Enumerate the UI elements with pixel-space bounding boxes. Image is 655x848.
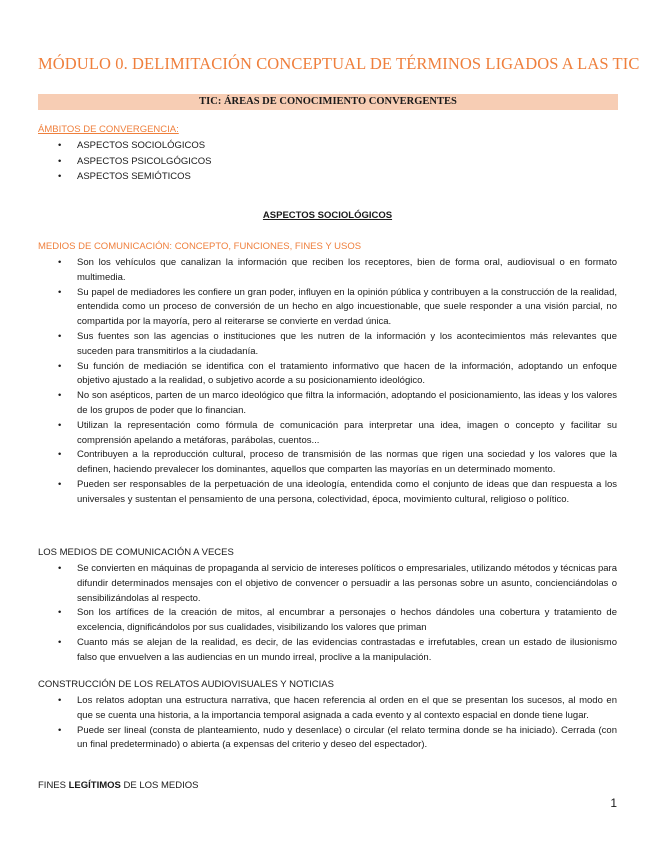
bullet-icon: •: [58, 419, 62, 431]
bullet-icon: •: [58, 257, 62, 268]
bullet-icon: •: [58, 286, 62, 298]
bullet-icon: •: [58, 360, 62, 372]
bullet-icon: •: [58, 390, 62, 402]
list-item: • ASPECTOS SEMIÓTICOS: [0, 169, 211, 185]
bullet-icon: •: [58, 478, 62, 490]
list-item: • Cuanto más se alejan de la realidad, es decir, de las evidencias contrastadas e irrefutables, crean un estado de ilusionismo falso que envuelven a las audiencias en un mundo irreal, proclive a la manipulación.: [58, 636, 617, 663]
list-item: • Sus fuentes son las agencias o instituciones que les nutren de la información y los acontecimientos más relevantes que suceden para transmitirlos a la ciudadanía.: [58, 330, 617, 357]
veces-heading: LOS MEDIOS DE COMUNICACIÓN A VECES: [38, 547, 234, 558]
list-item: • Contribuyen a la reproducción cultural, proceso de transmisión de las normas que rigen una sociedad y los valores que la definen, haciendo prevalecer los dominantes, aquellos que comparten las mayorías en un determinado momento.: [58, 449, 617, 476]
bullet-icon: •: [58, 449, 62, 461]
module-title: MÓDULO 0. DELIMITACIÓN CONCEPTUAL DE TÉRMINOS LIGADOS A LAS TIC: [38, 54, 640, 73]
list-item: • Su papel de mediadores les confiere un gran poder, influyen en la opinión pública y contribuyen a la construcción de la realidad, entendida como un proceso de conversión de un hecho en algo incuestionable, que suele responder a una visión parcial, no compartida por la mayoría, pero al reiterarse se convierte en verdad única.: [58, 286, 617, 328]
list-item: • Puede ser lineal (consta de planteamiento, nudo y desenlace) o circular (el relato termina donde se ha iniciado). Cerrada (con un final predeterminado) o abierta (a expensas del criterio y deseo del espectador).: [58, 724, 617, 751]
ambitos-heading: ÁMBITOS DE CONVERGENCIA:: [38, 124, 179, 135]
bullet-icon: •: [58, 140, 62, 151]
list-item: • Son los vehículos que canalizan la información que reciben los receptores, bien de forma oral, audiovisual o en formato multimedia.: [58, 257, 617, 283]
fines-heading: FINES LEGÍTIMOS DE LOS MEDIOS: [38, 780, 199, 791]
section-heading: ASPECTOS SOCIOLÓGICOS: [262, 210, 393, 221]
bullet-icon: •: [58, 695, 62, 706]
page-number: 1: [610, 796, 617, 810]
veces-list: [0, 562, 617, 666]
bullet-icon: •: [58, 563, 62, 574]
bullet-icon: •: [58, 171, 62, 182]
list-item: • Son los artífices de la creación de mitos, al encumbrar a personajes o hechos dándoles una cobertura y tratamiento de excelencia, dignificándolos por sus cualidades, visibilizando los valores que priman: [58, 607, 617, 634]
relatos-heading: CONSTRUCCIÓN DE LOS RELATOS AUDIOVISUALES Y NOTICIAS: [38, 679, 334, 690]
list-item: • Su función de mediación se identifica con el tratamiento informativo que hacen de la información, adoptando un enfoque objetivo ajustado a la realidad, o subjetivo acorde a su posicionamiento ideológico.: [58, 360, 617, 387]
ambitos-list: [0, 138, 211, 185]
list-item: • No son asépticos, parten de un marco ideológico que filtra la información, adoptando el posicionamiento, las ideas y los valores de los grupos de poder que lo financian.: [58, 390, 617, 416]
list-item: • Pueden ser responsables de la perpetuación de una ideología, entendida como el conjunto de ideas que dan respuesta a los universales y sustentan el pensamiento de una persona, colectividad, época, movimiento cultural, religioso o político.: [58, 478, 617, 505]
section-band: [38, 94, 618, 110]
relatos-list: [0, 694, 617, 753]
medios-list: [0, 256, 617, 508]
list-item: • ASPECTOS PSICOLGÓGICOS: [0, 154, 211, 170]
medios-heading: MEDIOS DE COMUNICACIÓN: CONCEPTO, FUNCIONES, FINES Y USOS: [38, 241, 362, 252]
band-title: TIC: ÁREAS DE CONOCIMIENTO CONVERGENTES: [199, 96, 457, 107]
bullet-icon: •: [58, 155, 62, 167]
bullet-icon: •: [58, 724, 62, 736]
list-item: • Se convierten en máquinas de propaganda al servicio de intereses políticos o empresariales, utilizando métodos y técnicas para difundir determinados mensajes con el objetivo de convencer o persuadir a las personas sobre un asunto, concienciándolas o sensibilizándolas al respecto.: [58, 563, 617, 604]
list-item: • Utilizan la representación como fórmula de comunicación para interpretar una idea, imagen o concepto y facilitar su comprensión apelando a metáforas, parábolas, cuentos...: [58, 419, 617, 446]
bullet-icon: •: [58, 636, 62, 648]
list-item: • Los relatos adoptan una estructura narrativa, que hacen referencia al orden en el que se presentan los sucesos, al modo en que se cuenta una historia, a la importancia temporal asignada a cada evento y al contexto espacial en donde tiene lugar.: [58, 695, 617, 721]
bullet-icon: •: [58, 330, 62, 342]
list-item: • ASPECTOS SOCIOLÓGICOS: [0, 138, 211, 154]
bullet-icon: •: [58, 607, 62, 619]
